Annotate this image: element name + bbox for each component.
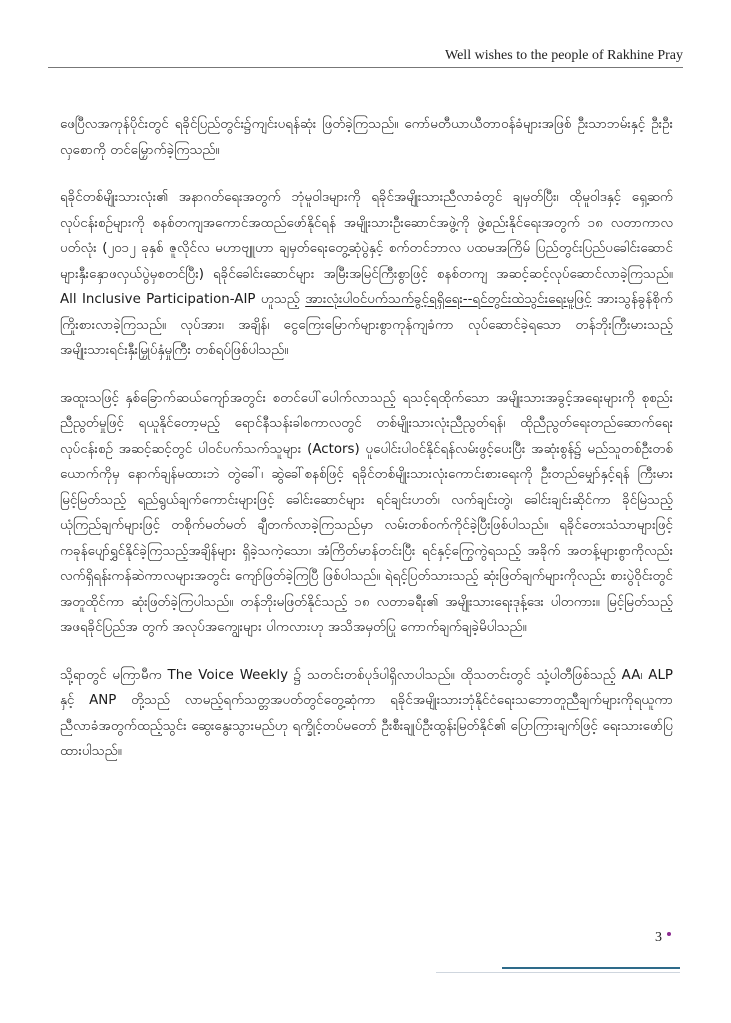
paragraph-text: အထူးသဖြင့် နှစ်ခြောက်ဆယ်ကျော်အတွင်း စတင်ပေါ်ပေါက်လာသည့် ရသင့်ရထိုက်သော အမျိုးသားအခွင့်အရေးများကို စုစည်းညီညွတ်မှုဖြင့် ရယူနိုင်တော့မည့် ရောင်နီသန်းခါစကာလတွင် တစ်မျိုးသားလုံးညီညွတ်ရန်၊ ထိုညီညွတ်ရေးတည်ဆောက်ရေးလုပ်ငန်းစဉ် အဆင့်ဆင့်တွင် ပါဝင်ပက်သက်သူများ (Actors) ပူပေါင်းပါဝင်နိုင်ရန်လမ်းဖွင့်ပေးပြီး အဆုံးစွန်၌ မည်သူတစ်ဦးတစ်ယောက်ကိုမှ နောက်ချန်မထားဘဲ တွဲခေါ်၊ ဆွဲခေါ်စနစ်ဖြင့် ရခိုင်တစ်မျိုးသားလုံးကောင်းစားရေးကို ဦးတည်မျှော်နှင့်ရန် ကြီးမားမြင့်မြတ်သည့် ရည်ရွယ်ချက်ကောင်းများဖြင့် ခေါင်းဆောင်များ ရင်ချင်းဟတ်၊ လက်ချင်းတွဲ၊ ခေါင်းချင်းဆိုင်ကာ ခိုင်မြဲသည့် ယုံကြည်ချက်များဖြင့် တစိုက်မတ်မတ် ချီတက်လာခဲ့ကြသည်မှာ လမ်းတစ်ဝက်ကိုင်ခဲ့ပြီးဖြစ်ပါသည်။ ရခိုင်တေးသံသာများဖြင့် ကခုန်ပျော်ရွှင်နိုင်ခဲ့ကြသည့်အချိန်များ ရှိခဲ့သကဲ့သော၊ အံကြိတ်မာန်တင်းပြီး ရင်နှင့်ကြွေကွဲရသည့် အခိုက် အတန့်များစွာကိုလည်း လက်ရှိရန်းကန်ဆဲကာလများအတွင်း ကျော်ဖြတ်ခဲ့ကြပြီ ဖြစ်ပါသည်။ ရဲရင့်ပြတ်သားသည့် ဆုံးဖြတ်ချက်များကိုလည်း စားပွဲဝိုင်းတွင်အတူထိုင်ကာ ဆုံးဖြတ်ခဲ့ကြပါသည်။ တန်ဘိုးမဖြတ်နိုင်သည့် ၁၈ လတာခရီး၏ အမျိုးသားရေးဒုန့်ဒေး ပါတကား။ မြင့်မြတ်သည့် အဖရခိုင်ပြည်အ တွက် အလုပ်အကျွေးများ ပါကလားဟု အသိအမှတ်ပြု ကောက်ချက်ချခဲ့မိပါသည်။ — [60, 390, 673, 635]
article-body — [60, 112, 673, 787]
footer-divider-light — [436, 972, 680, 973]
paragraph-text: အားသွန်ခွန်စိုက်ကြိုးစားလာခဲ့ကြသည်။ လုပ်အား၊ အချိန်၊ ငွေကြေးမြောက်များစွာကုန်ကျခံကာ လုပ်ဆောင်ခဲ့ရသော တန်ဘိုးကြီးမားသည့် အမျိုးသားရင်းနှီးမြှုပ်နှံမှုကြီး တစ်ရပ်ဖြစ်ပါသည်။ — [60, 292, 673, 358]
paragraph-text: သို့ရာတွင် မကြာမီက The Voice Weekly ၌ သတင်းတစ်ပုဒ်ပါရှိလာပါသည်။ ထိုသတင်းတွင် သုံ့ပါတီဖြစ်သည့် AA၊ ALP နှင့် ANP တို့သည် လာမည့်ရက်သတ္တအပတ်တွင်တွေ့ဆုံကာ ရခိုင်အမျိုးသားဘုံနိုင်ငံရေးသဘောတူညီချက်များကိုရယူကာ ညီလာခံအတွက်ထည့်သွင်း ဆွေးနွေးသွားမည်ဟု ရက္ခိုင့်တပ်မတော် ဦးစီးချုပ်ဦးထွန်းမြတ်နိုင်၏ ပြောကြားချက်ဖြင့် ရေးသားဖော်ပြထားပါသည်။ — [60, 667, 673, 759]
page-number-label: 3 — [655, 930, 662, 945]
running-header-title: Well wishes to the people of Rakhine Pray — [445, 48, 683, 63]
header-divider — [48, 67, 683, 68]
body-paragraph — [60, 185, 673, 364]
body-paragraph — [60, 112, 673, 163]
page-number-dot-icon — [667, 932, 671, 936]
page-number — [655, 930, 671, 946]
body-paragraph — [60, 663, 673, 765]
underlined-phrase: အားလုံးပါဝင်ပက်သက်ခွင့်ရရှိရေး--ရင်တွင်းထဲသွင်းရေးမူဖြင့် — [305, 292, 592, 307]
body-paragraph — [60, 386, 673, 641]
paragraph-text: ရခိုင်တစ်မျိုးသားလုံး၏ အနာဂတ်ရေးအတွက် ဘုံမူဝါဒများကို ရခိုင်အမျိုးသားညီလာခံတွင် ချမှတ်ပြီး၊ ထိုမူဝါဒနှင့် ရှေ့ဆက်လုပ်ငန်းစဉ်များကို စနစ်တကျအကောင်အထည်ဖော်နိုင်ရန် အမျိုးသားဦးဆောင်အဖွဲ့ကို ဖွဲ့စည်းနိုင်ရေးအတွက် ၁၈ လတာကာလပတ်လုံး (၂၀၁၂ ခုနှစ် ဇူလိုင်လ မဟာဗျူဟာ ချမှတ်ရေးတွေ့ဆုံပွဲနှင့် စက်တင်ဘာလ ပထမအကြိမ် ပြည်တွင်းပြည်ပခေါင်းဆောင်များနှီးနှောဖလှယ်ပွဲမှစတင်ပြီး) ရခိုင်ခေါင်းဆောင်များ အမြီးအမြင်ကြီးစွာဖြင့် စနစ်တကျ အဆင့်ဆင့်လုပ်ဆောင်လာခဲ့ကြသည်။ All Inclusive Participation-AIP ဟူသည့် — [60, 190, 674, 307]
footer-divider — [502, 967, 680, 969]
paragraph-text: ဖေပြီလအကုန်ပိုင်းတွင် ရခိုင်ပြည်တွင်း၌ကျင်းပရန်ဆုံး ဖြတ်ခဲ့ကြသည်။ ကော်မတီယာယီတာဝန်ခံများအဖြစ် ဦးသာဘမ်းနှင့် ဦးဦးလှစောကို တင်မြှောက်ခဲ့ကြသည်။ — [60, 117, 673, 158]
